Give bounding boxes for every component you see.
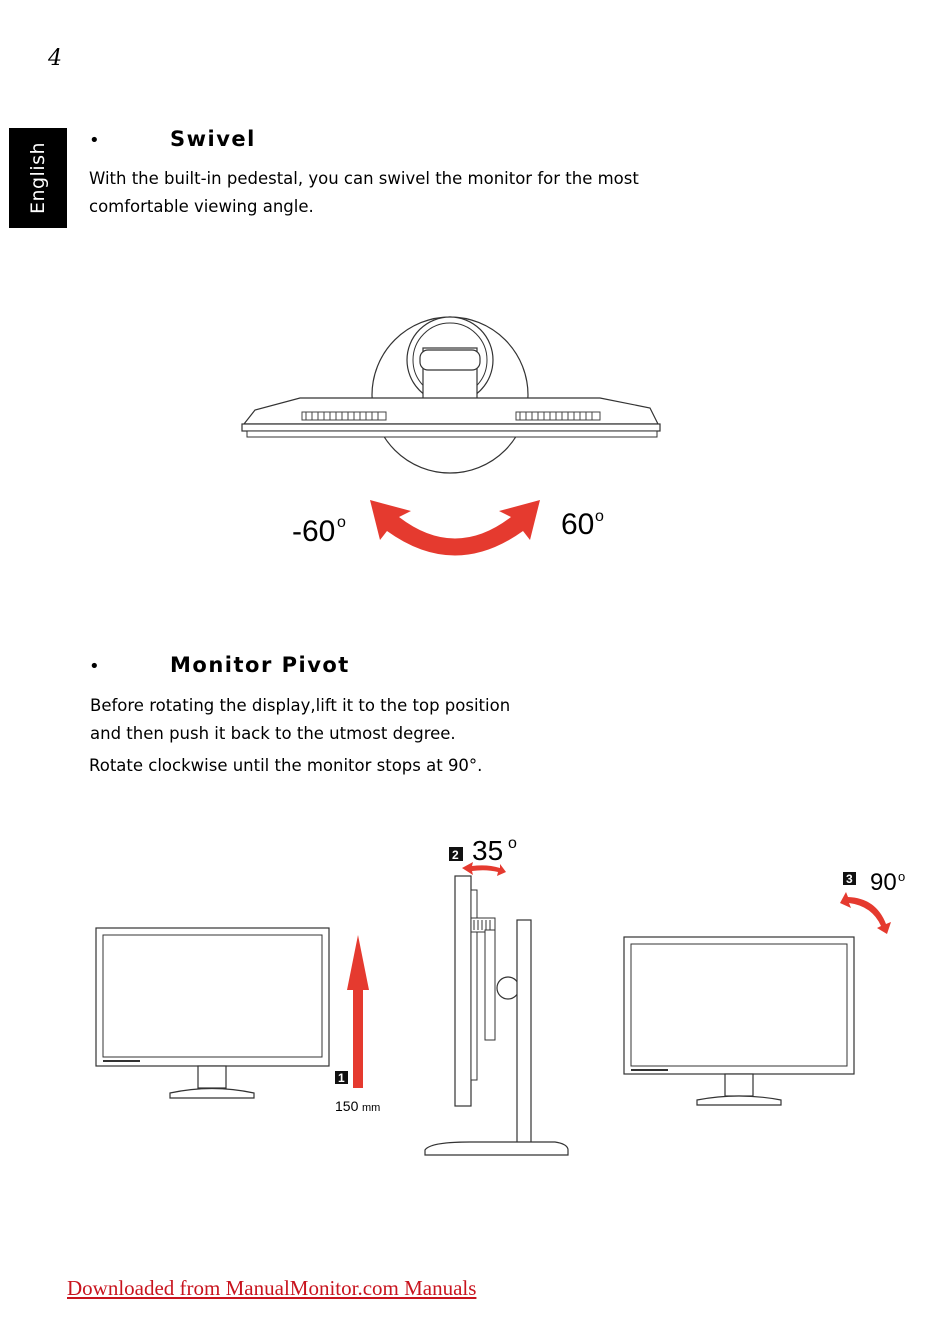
language-tab-label: English xyxy=(27,141,49,215)
pivot-heading: Monitor Pivot xyxy=(170,653,350,677)
pivot-step2-degree-mark: o xyxy=(508,835,517,852)
pivot-step3-angle: 90 xyxy=(870,869,897,896)
swivel-double-arrow xyxy=(370,500,540,556)
pivot-step1-distance: 150 xyxy=(335,1098,359,1114)
swivel-angle-left: -60 xyxy=(292,515,336,548)
swivel-heading: Swivel xyxy=(170,127,256,151)
pivot-description-line-1: Before rotating the display,lift it to the top position xyxy=(90,696,511,715)
pivot-monitor-rotated-view xyxy=(624,937,854,1105)
swivel-diagram xyxy=(230,300,680,570)
pivot-step1-unit: mm xyxy=(362,1102,381,1114)
pivot-step3-degree-mark: o xyxy=(898,869,906,884)
footer-download-link[interactable]: Downloaded from ManualMonitor.com Manuals xyxy=(67,1276,477,1300)
swivel-description-line-1: With the built-in pedestal, you can swivel the monitor for the most xyxy=(89,169,639,188)
pivot-step3-number: 3 xyxy=(846,872,853,886)
swivel-description xyxy=(89,165,639,221)
pivot-step1-number: 1 xyxy=(338,1071,345,1085)
swivel-degree-mark-right: o xyxy=(595,508,604,525)
pivot-diagram xyxy=(90,830,910,1170)
pivot-step2-angle: 35 xyxy=(472,835,504,866)
pivot-rotate-arrow xyxy=(840,892,891,934)
page-number: 4 xyxy=(48,46,62,71)
pivot-bullet: • xyxy=(89,656,100,677)
pivot-monitor-side-view xyxy=(425,876,568,1155)
swivel-degree-mark-left: o xyxy=(337,514,346,531)
swivel-angle-right: 60 xyxy=(561,508,595,541)
pivot-description-line-2: and then push it back to the utmost degree. xyxy=(90,724,456,743)
language-tab xyxy=(9,128,67,228)
pivot-instruction: Rotate clockwise until the monitor stops at 90°. xyxy=(89,756,483,775)
pivot-description xyxy=(90,692,510,748)
swivel-description-line-2: comfortable viewing angle. xyxy=(89,197,314,216)
pivot-lift-arrow xyxy=(347,935,369,1088)
swivel-bullet: • xyxy=(89,130,100,151)
pivot-monitor-front-view xyxy=(96,928,329,1098)
pivot-step2-number: 2 xyxy=(452,848,459,862)
